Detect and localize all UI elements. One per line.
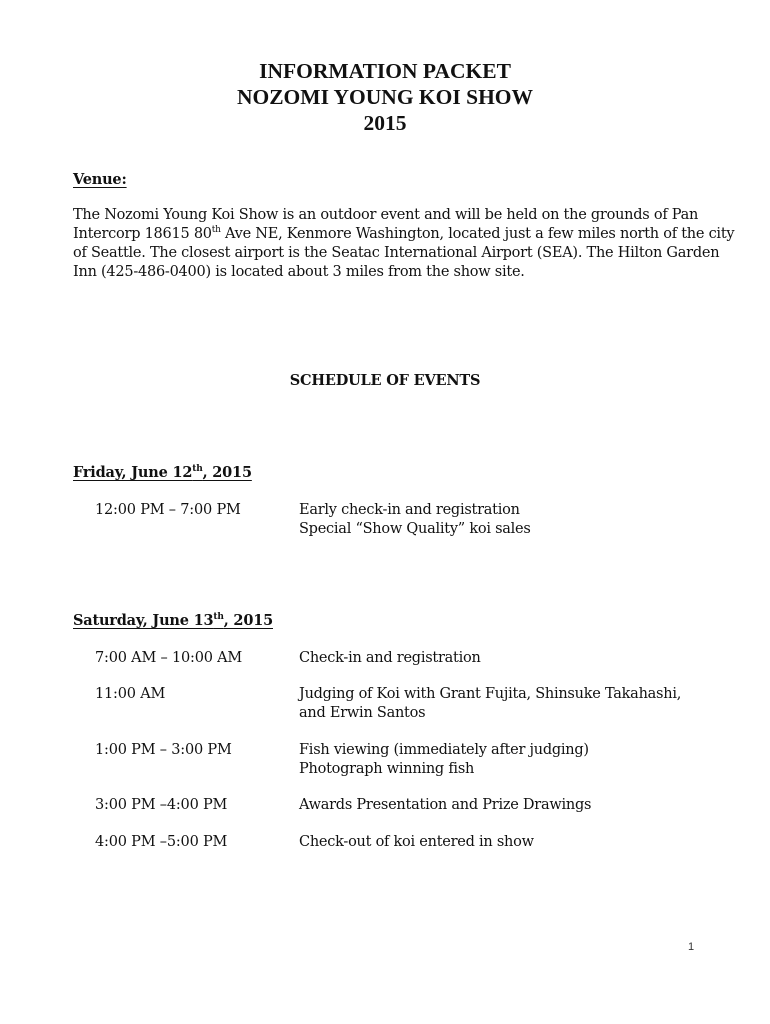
event-time: 3:00 PM –4:00 PM	[95, 797, 228, 813]
event-description: Awards Presentation and Prize Drawings	[299, 797, 592, 813]
event-time: 7:00 AM – 10:00 AM	[95, 650, 243, 666]
event-time: 11:00 AM	[95, 686, 166, 702]
page-number: 1	[688, 941, 695, 953]
event-time: 12:00 PM – 7:00 PM	[95, 502, 241, 518]
event-description: Judging of Koi with Grant Fujita, Shinsuke Takahashi, and Erwin Santos	[299, 686, 682, 721]
schedule-heading: SCHEDULE OF EVENTS	[289, 372, 481, 389]
event-description: Check-out of koi entered in show	[299, 834, 534, 850]
event-description: Check-in and registration	[299, 650, 481, 666]
saturday-heading: Saturday, June 13th, 2015	[73, 612, 273, 629]
venue-line: Inn (425-486-0400) is located about 3 miles from the show site.	[73, 264, 525, 280]
venue-line: The Nozomi Young Koi Show is an outdoor event and will be held on the grounds of Pan	[73, 207, 699, 223]
event-time: 4:00 PM –5:00 PM	[95, 834, 228, 850]
venue-paragraph	[73, 206, 735, 282]
venue-line: Intercorp 18615 80th Ave NE, Kenmore Washington, located just a few miles north of the city	[73, 225, 735, 242]
friday-heading: Friday, June 12th, 2015	[73, 464, 252, 481]
event-time: 1:00 PM – 3:00 PM	[95, 742, 232, 758]
venue-heading: Venue:	[73, 171, 127, 188]
event-description: Early check-in and registration Special “Show Quality” koi sales	[299, 502, 531, 537]
event-year: 2015	[363, 111, 407, 135]
event-name: NOZOMI YOUNG KOI SHOW	[236, 85, 534, 109]
venue-line: of Seattle. The closest airport is the Seatac International Airport (SEA). The Hilton Garden	[73, 245, 720, 261]
document-title: INFORMATION PACKET	[259, 59, 511, 83]
event-description: Fish viewing (immediately after judging) Photograph winning fish	[299, 742, 589, 777]
